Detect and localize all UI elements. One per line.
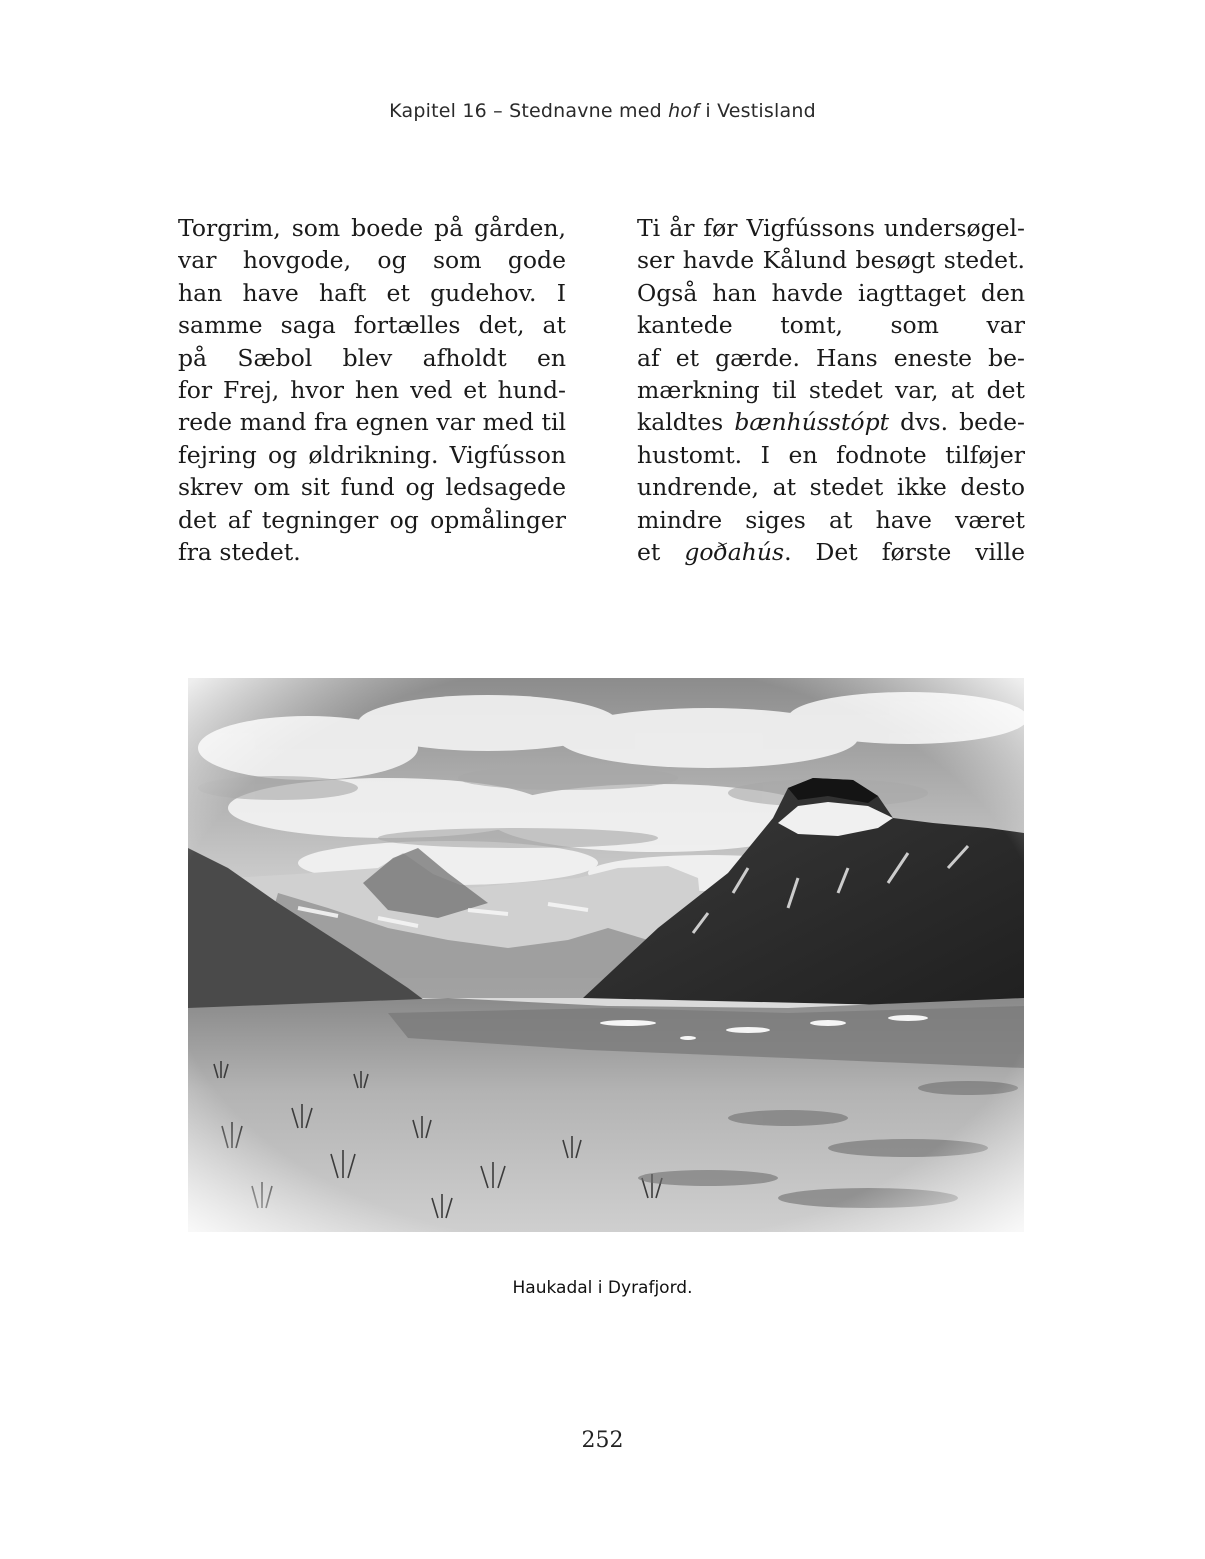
text-run: et xyxy=(637,537,685,566)
text-line: kantede tomt, som var xyxy=(637,311,1025,340)
text-line-last: fra stedet. xyxy=(178,537,301,566)
text-line: hustomt. I en fodnote tilføjer xyxy=(637,440,1025,469)
header-italic-word: hof xyxy=(668,100,700,122)
left-text-column xyxy=(178,212,566,568)
page-number: 252 xyxy=(581,1428,624,1453)
header-suffix: i Vestisland xyxy=(699,100,816,122)
italic-term: goðahús xyxy=(684,537,785,566)
text-line: på Sæbol blev afholdt en xyxy=(178,343,566,372)
landscape-illustration xyxy=(188,678,1024,1232)
figure-caption: Haukadal i Dyrafjord. xyxy=(512,1278,693,1298)
text-line: mindre siges at have været xyxy=(637,505,1025,534)
text-line: for Frej, hvor hen ved et hund- xyxy=(178,375,566,404)
text-line: Også han havde iagttaget den xyxy=(637,278,1025,307)
text-line: var hovgode, og som gode xyxy=(178,246,566,275)
right-text-column xyxy=(637,212,1025,568)
text-line: Ti år før Vigfússons undersøgel- xyxy=(637,214,1025,242)
italic-term: bænhússtópt xyxy=(734,408,890,437)
text-line xyxy=(637,536,1025,568)
text-line: samme saga fortælles det, at xyxy=(178,311,566,340)
running-header xyxy=(0,100,1205,122)
text-line: han have haft et gudehov. I xyxy=(178,278,566,307)
text-line: undrende, at stedet ikke desto xyxy=(637,473,1025,502)
text-line: det af tegninger og opmålinger xyxy=(178,505,566,534)
text-line: ser havde Kålund besøgt stedet. xyxy=(637,246,1025,275)
text-line: fejring og øldrikning. Vigfússon xyxy=(178,440,566,469)
text-run: kaldtes xyxy=(637,408,735,437)
pencil-drawing-valley xyxy=(188,678,1024,1232)
text-run: . Det første ville xyxy=(784,537,1025,566)
text-line: skrev om sit fund og ledsagede xyxy=(178,473,566,502)
text-line: rede mand fra egnen var med til xyxy=(178,408,566,437)
text-line: mærkning til stedet var, at det xyxy=(637,375,1025,404)
text-line: af et gærde. Hans eneste be- xyxy=(637,343,1025,372)
text-run: dvs. bede- xyxy=(889,408,1025,437)
text-line xyxy=(637,406,1025,438)
header-prefix: Kapitel 16 – Stednavne med xyxy=(389,100,669,122)
text-line: Torgrim, som boede på gården, xyxy=(178,214,566,242)
